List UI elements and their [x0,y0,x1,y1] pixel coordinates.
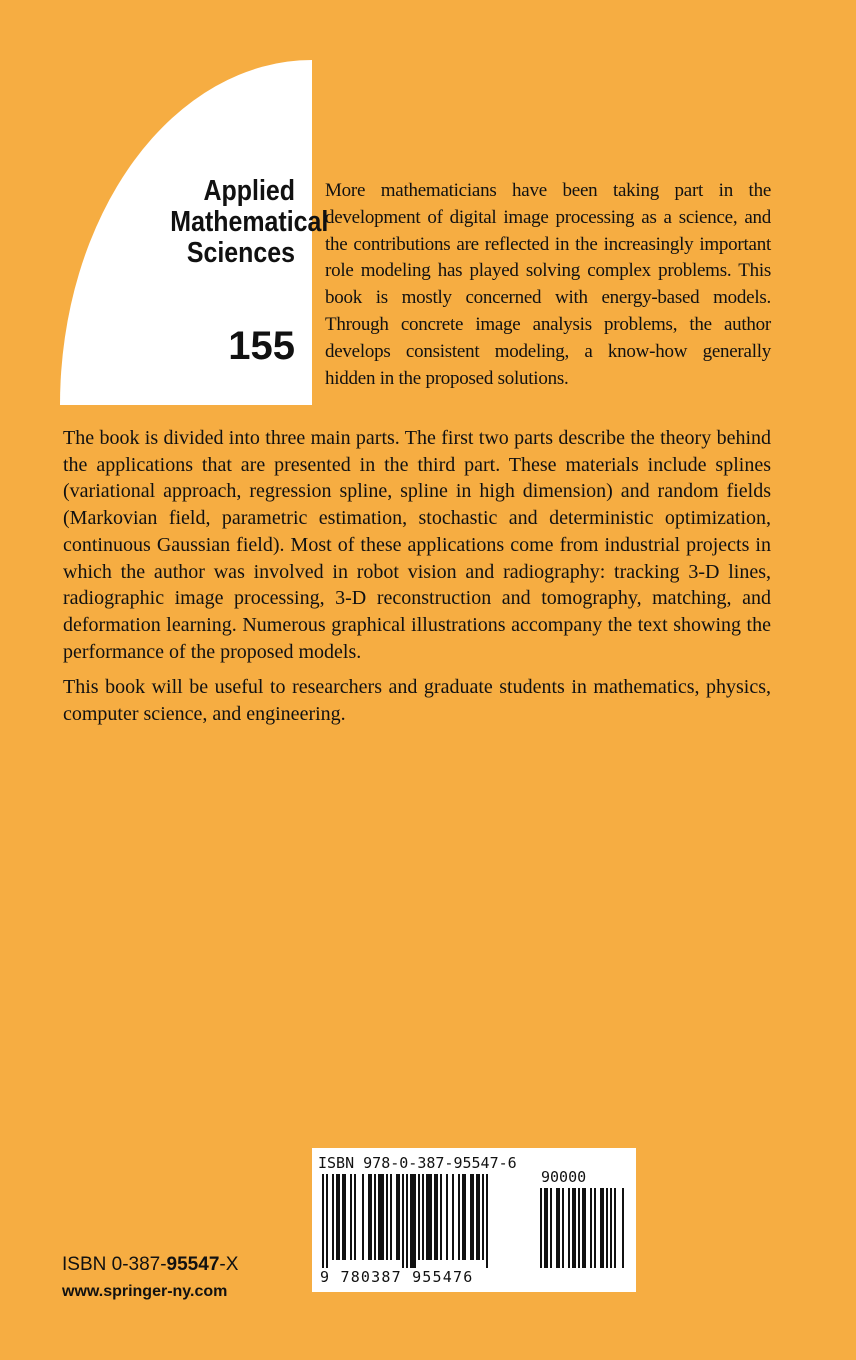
barcode-bar [452,1174,454,1260]
barcode-bar [622,1188,624,1268]
barcode-bar [326,1174,328,1268]
barcode-bar [322,1174,324,1268]
barcode-bar [590,1188,592,1268]
barcode-bar [434,1174,438,1260]
barcode-bar [606,1188,608,1268]
barcode-bar [544,1188,548,1268]
barcode-bar [332,1174,334,1260]
barcode-bar [410,1174,416,1268]
barcode-bar [368,1174,372,1260]
barcode-bar [476,1174,480,1260]
isbn-prefix: ISBN 0-387- [62,1254,167,1275]
isbn-bold-part: 95547 [166,1254,220,1275]
barcode-bar [458,1174,460,1260]
barcode-bar [486,1174,488,1268]
isbn-suffix: -X [219,1254,239,1275]
series-title-line: Mathematical [170,206,329,238]
barcode-bar [386,1174,388,1260]
barcode-bar [402,1174,404,1268]
barcode-bar [568,1188,570,1268]
barcode-bar [446,1174,448,1260]
barcode-bar [426,1174,432,1260]
barcode-bar [482,1174,484,1260]
ean-barcode-bars [322,1174,532,1270]
barcode-bar [572,1188,576,1268]
series-title [170,175,329,269]
barcode-ean-digits: 9 780387 955476 [320,1268,474,1286]
isbn-label [62,1253,238,1277]
barcode-bar [600,1188,604,1268]
barcode-bar [374,1174,376,1260]
series-title-line: Applied [203,175,295,207]
barcode-addon-digits: 90000 [541,1168,587,1186]
addon-barcode-bars [540,1188,630,1284]
description-body [63,425,771,728]
barcode-bar [418,1174,420,1260]
barcode-bar [550,1188,552,1268]
barcode-bar [342,1174,346,1260]
barcode-bar [390,1174,392,1260]
barcode-bar [336,1174,340,1260]
barcode-bar [470,1174,474,1260]
barcode-bar [610,1188,612,1268]
barcode-bar [440,1174,442,1260]
barcode-bar [396,1174,400,1260]
barcode-bar [582,1188,586,1268]
barcode-bar [462,1174,466,1260]
barcode-bar [614,1188,616,1268]
barcode-bar [422,1174,424,1260]
barcode-bar [354,1174,356,1260]
barcode-bar [362,1174,364,1260]
barcode-panel [312,1148,636,1292]
barcode-bar [562,1188,564,1268]
intro-paragraph: More mathematicians have been taking part in the development of digital image processing as a science, and the contributions are reflected in the increasingly important role modeling has played solving complex problems. This book is mostly concerned with energy-based models. Through concrete image analysis problems, the author develops consistent modeling, a know-how generally hidden in the proposed solutions. [325,180,771,389]
barcode-bar [594,1188,596,1268]
audience-paragraph: This book will be useful to researchers and graduate students in mathematics, physics, computer science, and engineering. [63,676,771,726]
series-volume-number: 155 [228,324,295,368]
barcode-bar [578,1188,580,1268]
description-paragraph: The book is divided into three main parts. The first two parts describe the theory behind the applications that are presented in the third part. These materials include splines (variational approach, regression spline, spline in high dimension) and random fields (Markovian field, parametric estimation, stochastic and deterministic optimization, continuous Gaussian field). Most of these applications come from industrial projects in which the author was involved in robot vision and radiography: tracking 3-D lines, radiographic image processing, 3-D reconstruction and tomography, matching, and deformation learning. Numerous graphical illustrations accompany the text showing the performance of the proposed models. [63,427,771,663]
barcode-bar [378,1174,384,1260]
publisher-url: www.springer-ny.com [62,1283,228,1300]
barcode-bar [540,1188,542,1268]
series-title-line: Sciences [186,237,295,269]
barcode-isbn-text: ISBN 978-0-387-95547-6 [318,1154,517,1172]
barcode-bar [406,1174,408,1268]
barcode-bar [556,1188,560,1268]
barcode-bar [350,1174,352,1260]
